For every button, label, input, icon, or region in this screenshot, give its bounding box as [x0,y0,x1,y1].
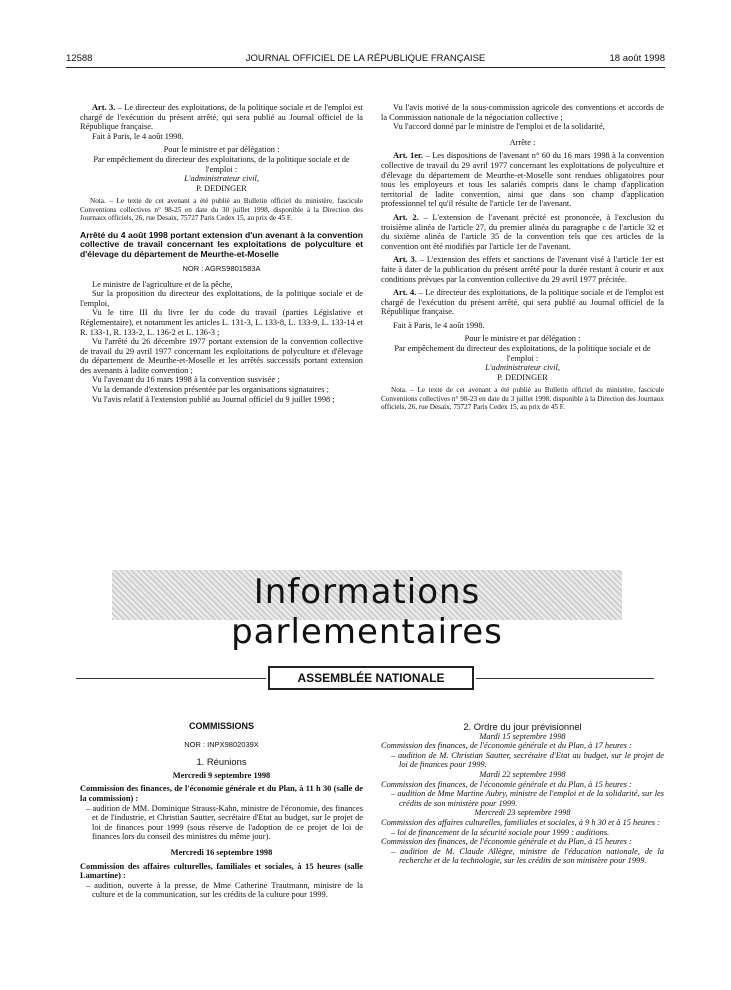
signature-line: Par empêchement du directeur des exploitations, de la politique sociale et de l'emploi : [93,154,350,174]
agenda-item: – audition de MM. Dominique Strauss-Kahn, ministre de l'économie, des finances et de l'industrie, et Christian Sautter, secrétaire d'Etat au budget, sur le projet de loi de finances pour 1999 (sous réserve de l'adoption de ce projet de loi de finances lors du conseil des ministres du même jour). [86,803,363,842]
article-3-paragraph [80,103,363,132]
signature-line: Pour le ministre et par délégation : [464,334,581,344]
commission-heading: Commission des affaires culturelles, familiales et sociales, à 15 heures (salle Lamartine) : [80,861,363,881]
body-paragraph: Vu l'arrêté du 26 décembre 1977 portant extension de la convention collective de travail du 29 avril 1977 concernant les exploitations de polyculture et d'élevage du département de Meurthe-et-Moselle et les arrêtés successifs portant extension des avenants à ladite convention ; [80,337,363,375]
agenda-item: – audition de M. Claude Allègre, ministre de l'éducation nationale, de la recherche et de la technologie, sur les crédits de son ministère pour 1999. [391,846,664,866]
signatory-name: P. DEDINGER [497,372,548,382]
signatory-name: P. DEDINGER [196,183,247,193]
body-paragraph: Vu l'avis relatif à l'extension publié au Journal officiel du 9 juillet 1998 ; [92,394,335,404]
article-text: – L'extension de l'avenant précité est prononcée, à l'exclusion du troisième alinéa de l'article 27, du premier alinéa du paragraphe c de l'article 32 et du sixième alinéa de l'article 35 de la convention tels que ces articles de la convention ont été modifiés par l'article 1er de l'avenant. [381,212,664,251]
agenda-item: – audition, ouverte à la presse, de Mme Catherine Trautmann, ministre de la culture et de la communication, sur les crédits de la culture pour 1999. [86,880,363,900]
body-paragraph: Le ministre de l'agriculture et de la pêche, [92,279,233,289]
session-date: Mardi 15 septembre 1998 [479,731,566,741]
body-paragraph: Sur la proposition du directeur des exploitations, de la politique sociale et de l'emploi, [80,289,363,308]
nor-reference: NOR : AGRS9801583A [182,263,261,273]
article-text: – L'extension des effets et sanctions de l'avenant visé à l'article 1er est faite à dater de la publication du présent arrêté pour la durée restant à courir et aux conditions prévues par la convention collective du 29 avril 1977 précitée. [381,255,664,284]
signature-line: Pour le ministre et par délégation : [163,145,280,155]
banner-title: Informations parlementaires [231,572,503,652]
fait-line: Fait à Paris, le 4 août 1998. [393,320,485,330]
nota-text: Nota. – Le texte de cet avenant a été publié au Bulletin officiel du ministère, fascicule Conventions collectives n° 98-25 en date du 30 juillet 1998, disponible à la Direction des Journaux officiels, 26, rue Desaix, 75727 Paris Cedex 15, au prix de 45 F. [80,197,363,223]
assemblee-title: ASSEMBLÉE NATIONALE [268,666,474,690]
article-3-paragraph [381,255,664,284]
right-column-bottom [381,722,664,866]
arrete-heading: Arrête : [509,137,536,147]
article-1-paragraph [381,151,664,209]
left-column-bottom [80,722,363,900]
session-date: Mercredi 23 septembre 1998 [474,808,571,818]
body-paragraph: Vu la demande d'extension présentée par les organisations signataires ; [92,385,329,395]
signature-line: Par empêchement du directeur des exploitations, de la politique sociale et de l'emploi : [394,344,651,363]
page-number: 12588 [66,53,93,64]
arrete-title: Arrêté du 4 août 1998 portant extension d'un avenant à la convention collective de travail concernant les exploitations de polyculture et d'élevage du département de Meurthe-et-Moselle [80,229,363,260]
section-heading: 1. Réunions [196,756,247,768]
signature-line: L'administrateur civil, [184,174,259,184]
session-date: Mercredi 9 septembre 1998 [172,770,271,780]
commission-heading: Commission des finances, de l'économie générale et du Plan, à 11 h 30 (salle de la commission) : [80,784,363,803]
article-label: Art. 3. [92,103,116,112]
nota-text: Nota. – Le texte de cet avenant a été publié au Bulletin officiel du ministère, fascicule Conventions collectives n° 98-23 en date du 3 juillet 1998, disponible à la Direction des Journaux officiels, 26, rue Desaix, 75727 Paris Cedex 15, au prix de 45 F. [381,386,664,412]
article-text: – Les dispositions de l'avenant n° 60 du 16 mars 1998 à la convention collective de travail du 29 avril 1977 concernant les exploitations de polyculture et d'élevage du département de Meurthe-et-Moselle sont rendues obligatoires pour tous les employeurs et tous les salariés compris dans le champ d'application territorial de ladite convention, ainsi que dans son champ d'application professionnel tel qu'il résulte de l'article 1er de l'avenant. [381,151,665,209]
body-paragraph: Vu l'accord donné par le ministre de l'emploi et de la solidarité, [393,122,605,132]
divider [476,678,654,679]
nor-reference: NOR : INPX9802039X [184,739,259,749]
commissions-heading: COMMISSIONS [188,721,254,731]
article-label: Art. 2. [393,212,419,222]
agenda-item: – loi de financement de la sécurité sociale pour 1999 : auditions. [391,827,610,837]
commission-heading: Commission des affaires culturelles, familiales et sociales, à 9 h 30 et à 15 heures : [381,817,660,827]
left-column-top [80,103,363,404]
section-banner [112,570,622,652]
agenda-item: – audition de Mme Martine Aubry, ministre de l'emploi et de la solidarité, sur les crédits de son ministère pour 1999. [391,789,664,808]
signature-line: L'administrateur civil, [485,363,560,373]
agenda-item: – audition de M. Christian Sautter, secrétaire d'Etat au budget, sur le projet de loi de finances pour 1999. [391,750,664,770]
right-column-top [381,103,664,412]
fait-line: Fait à Paris, le 4 août 1998. [92,131,184,141]
article-text: – Le directeur des exploitations, de la politique sociale et de l'emploi est chargé de l'exécution du présent arrêté, qui sera publié au Journal officiel de la République française. [80,103,363,132]
article-2-paragraph [381,213,664,251]
session-date: Mercredi 16 septembre 1998 [170,847,273,857]
article-label: Art. 3. [393,255,417,265]
commission-heading: Commission des finances, de l'économie générale et du Plan, à 17 heures : [381,741,632,751]
body-paragraph: Vu le titre III du livre Ier du code du travail (parties Législative et Réglementaire), et notamment les articles L. 131-3, L. 133-8, L. 133-9, L. 133-14 et R. 133-1, R. 133-2, L. 136-2 et L. 136-3 ; [80,308,363,337]
commission-heading: Commission des finances, de l'économie générale et du Plan, à 15 heures : [381,837,632,847]
body-paragraph: Vu l'avis motivé de la sous-commission agricole des conventions et accords de la Commission nationale de la négociation collective ; [381,103,664,122]
session-date: Mardi 22 septembre 1998 [479,769,566,779]
page-header [66,53,665,68]
body-paragraph: Vu l'avenant du 16 mars 1998 à la convention susvisée ; [92,375,280,385]
article-label: Art. 4. [393,288,417,298]
article-text: – Le directeur des exploitations, de la politique sociale et de l'emploi est chargé de l'exécution du présent arrêté, qui sera publié au Journal officiel de la République française. [381,288,664,317]
header-date: 18 août 1998 [609,53,665,64]
section-heading: 2. Ordre du jour prévisionnel [463,721,582,732]
journal-title: JOURNAL OFFICIEL DE LA RÉPUBLIQUE FRANÇAISE [245,53,486,64]
article-label: Art. 1er. [393,151,424,161]
article-4-paragraph [381,288,664,317]
commission-heading: Commission des finances, de l'économie générale et du Plan, à 15 heures : [381,779,632,789]
divider [76,678,266,679]
